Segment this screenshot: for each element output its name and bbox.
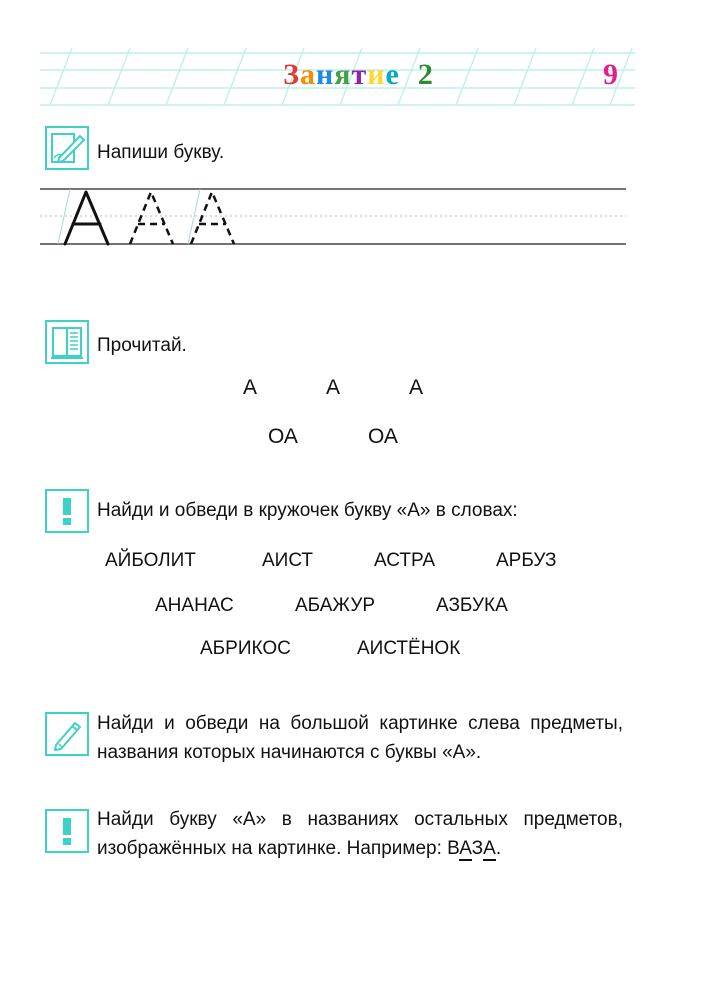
word-item: АБАЖУР [295,595,376,616]
lesson-number: 2 [417,58,434,91]
task5-text: Найди букву «А» в названиях остальных предметов, изображённых на картинке. Например: [97,809,623,859]
title-letter: я [334,58,352,91]
word-item: АРБУЗ [496,550,557,571]
book-icon [45,320,89,364]
word-item: АИСТ [262,550,314,571]
task5-instruction [97,805,623,863]
lesson-title-word [283,58,400,91]
task3-instruction: Найди и обведи в кружочек букву «А» в словах: [97,500,518,521]
title-letter: а [299,58,316,91]
word-item: АСТРА [374,550,436,571]
exclamation-icon [45,809,89,853]
word-item: АЙБОЛИТ [105,550,196,571]
read-syllable: ОА [268,425,298,448]
read-syllable: ОА [368,425,398,448]
pen-writing-icon [45,126,89,170]
word-item: АЗБУКА [436,595,508,616]
word-item: АИСТЁНОК [357,638,461,659]
title-letter: и [367,58,386,91]
title-letter: н [315,58,335,91]
page-number: 9 [603,58,618,91]
task4-instruction: Найди и обведи на большой картинке слева предметы, названия которых начинаются с буквы «А». [97,713,623,763]
read-letter: А [243,376,258,399]
word-item: АБРИКОС [200,638,291,659]
read-letter: А [409,376,424,399]
title-letter: е [385,58,400,91]
task1-instruction: Напиши букву. [97,142,225,163]
title-letter: З [283,58,300,91]
title-letter: т [351,58,368,91]
task2-instruction: Прочитай. [97,335,187,356]
example-word: ВАЗА. [447,838,502,859]
letter-a-trace [60,186,250,248]
word-item: АНАНАС [155,595,234,616]
exclamation-icon [45,489,89,533]
pencil-icon [45,712,89,756]
read-letter: А [326,376,341,399]
